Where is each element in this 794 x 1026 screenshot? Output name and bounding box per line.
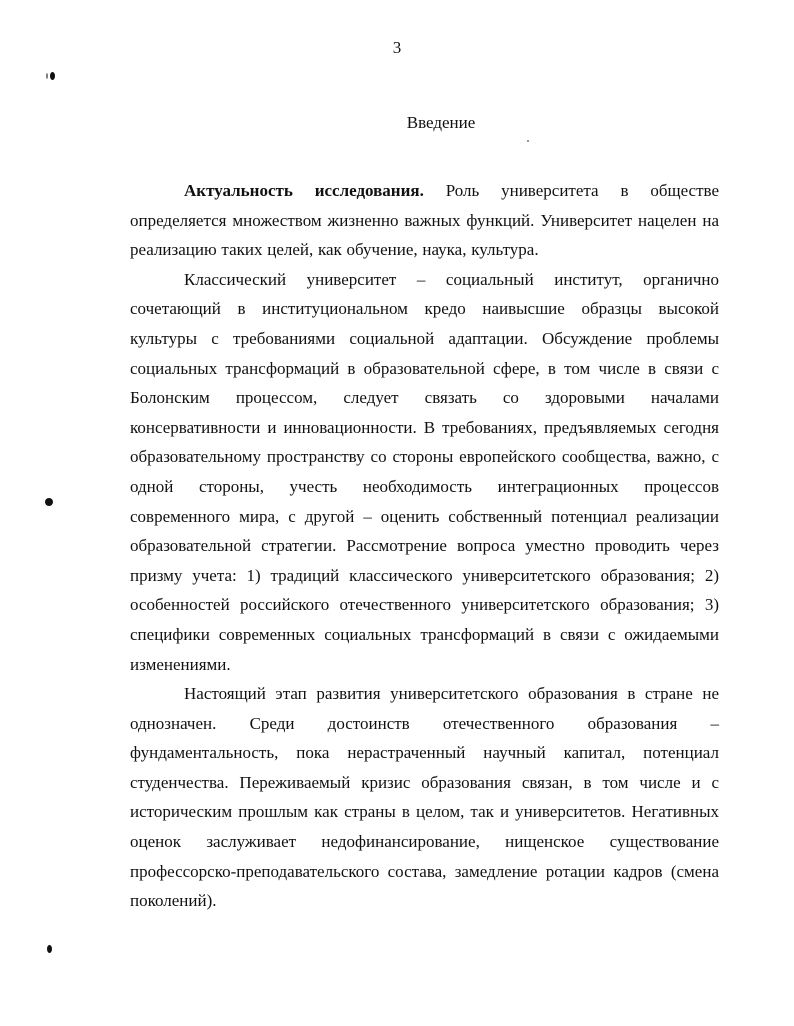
scan-mark-middle bbox=[45, 498, 53, 506]
relevance-text: Роль университета в обществе определяется множеством жизненно важных функций. Университет нацелен на реализацию таких целей, как обучение, наука, культура. bbox=[130, 181, 719, 260]
body-text bbox=[130, 176, 719, 916]
relevance-lead: Актуальность исследования. bbox=[184, 181, 424, 200]
scan-mark-top bbox=[50, 72, 55, 80]
paragraph-relevance bbox=[130, 176, 719, 265]
scan-mark-bottom bbox=[47, 945, 52, 953]
scan-mark-top-faint bbox=[46, 73, 48, 79]
scan-speck bbox=[527, 140, 529, 142]
section-heading: Введение bbox=[406, 113, 476, 132]
page-number: 3 bbox=[392, 38, 402, 57]
paragraph-current-stage: Настоящий этап развития университетского образования в стране не однозначен. Среди достоинств отечественного образования – фундаментальность, пока нерастраченный научный капитал, потенциал студенчества. Переживаемый кризис образования связан, в том числе и с историческим прошлым как страны в целом, так и университетов. Негативных оценок заслуживает недофинансирование, нищенское существование профессорско-преподавательского состава, замедление ротации кадров (смена поколений). bbox=[130, 684, 719, 911]
paragraph-classical-university: Классический университет – социальный институт, органично сочетающий в институциональном кредо наивысшие образцы высокой культуры с требованиями социальной адаптации. Обсуждение проблемы социальных трансформаций в образовательной сфере, в том числе в связи с Болонским процессом, следует связать со здоровыми началами консервативности и инновационности. В требованиях, предъявляемых сегодня образовательному пространству со стороны европейского сообщества, важно, с одной стороны, учесть необходимость интеграционных процессов современного мира, с другой – оценить собственный потенциал реализации образовательной стратегии. Рассмотрение вопроса уместно проводить через призму учета: 1) традиций классического университетского образования; 2) особенностей российского отечественного университетского образования; 3) специфики современных социальных трансформаций в связи с ожидаемыми изменениями. bbox=[130, 269, 719, 674]
